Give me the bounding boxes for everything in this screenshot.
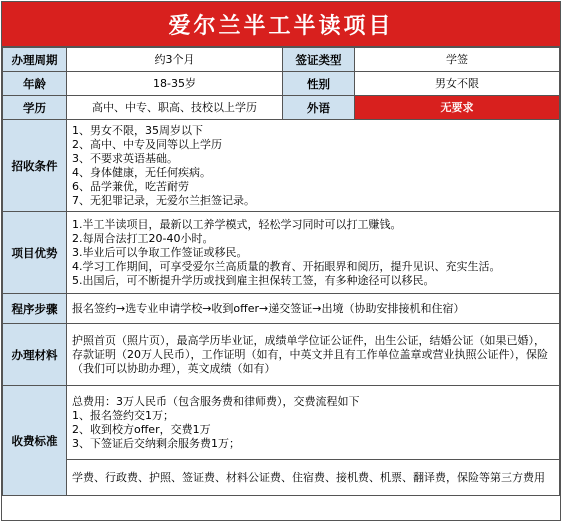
cell-label: 签证类型 xyxy=(283,48,355,72)
cell-label: 收费标准 xyxy=(3,386,67,496)
cell-value: 18-35岁 xyxy=(67,72,283,96)
list-item: 总费用：3万人民币（包含服务费和律师费），交费流程如下 xyxy=(72,394,360,408)
list-item: 2、收到校方offer，交费1万 xyxy=(72,422,211,436)
list-item: 3、不要求英语基础。 xyxy=(72,151,178,165)
row-duration xyxy=(3,48,560,72)
list-item: 2、高中、中专及同等以上学历 xyxy=(72,137,222,151)
project-table xyxy=(2,47,560,496)
cell-label: 项目优势 xyxy=(3,212,67,294)
row-education xyxy=(3,96,560,120)
cell-value: 学签 xyxy=(355,48,560,72)
list-item: 1、男女不限，35周岁以下 xyxy=(72,123,203,137)
requirements-list xyxy=(67,120,560,212)
list-item: 7、无犯罪记录，无爱尔兰拒签记录。 xyxy=(72,193,255,207)
row-advantages xyxy=(3,212,560,294)
fees-list xyxy=(67,386,560,460)
list-item: 3.毕业后可以争取工作签证或移民。 xyxy=(72,245,248,259)
cell-value: 男女不限 xyxy=(355,72,560,96)
advantages-list xyxy=(67,212,560,294)
row-fees xyxy=(3,386,560,460)
cell-label: 程序步骤 xyxy=(3,294,67,324)
cell-label: 学历 xyxy=(3,96,67,120)
cell-label: 办理材料 xyxy=(3,324,67,386)
materials-text: 护照首页（照片页），最高学历毕业证，成绩单学位证公证件，出生公证，结婚公证（如果已婚），存款证明（20万人民币），工作证明（如有，中英文并且有工作单位盖章或营业执照公证件），保险（我们可以协助办理），英文成绩（如有） xyxy=(67,324,560,386)
row-process xyxy=(3,294,560,324)
list-item: 5.出国后，可不断提升学历或找到雇主担保转工签，有多种途径可以移民。 xyxy=(72,273,435,287)
third-party-fees: 学费、行政费、护照、签证费、材料公证费、住宿费、接机费、机票、翻译费，保险等第三方费用 xyxy=(67,460,560,496)
cell-label: 招收条件 xyxy=(3,120,67,212)
cell-label: 外语 xyxy=(283,96,355,120)
row-age xyxy=(3,72,560,96)
language-requirement-badge: 无要求 xyxy=(355,96,560,120)
row-fees-extra xyxy=(3,460,560,496)
list-item: 2.每周合法打工20-40小时。 xyxy=(72,231,214,245)
list-item: 4、身体健康，无任何疾病。 xyxy=(72,165,211,179)
row-materials xyxy=(3,324,560,386)
row-requirements xyxy=(3,120,560,212)
cell-value: 约3个月 xyxy=(67,48,283,72)
cell-label: 性别 xyxy=(283,72,355,96)
list-item: 4.学习工作期间，可享受爱尔兰高质量的教育、开拓眼界和阅历，提升见识、充实生活。 xyxy=(72,259,501,273)
cell-label: 办理周期 xyxy=(3,48,67,72)
page-title: 爱尔兰半工半读项目 xyxy=(2,2,560,47)
project-sheet xyxy=(1,1,561,521)
list-item: 3、下签证后交纳剩余服务费1万； xyxy=(72,436,240,450)
cell-value: 高中、中专、职高、技校以上学历 xyxy=(67,96,283,120)
list-item: 1、报名签约交1万； xyxy=(72,408,174,422)
process-steps: 报名签约→选专业申请学校→收到offer→递交签证→出境（协助安排接机和住宿） xyxy=(67,294,560,324)
cell-label: 年龄 xyxy=(3,72,67,96)
list-item: 6、品学兼优，吃苦耐劳 xyxy=(72,179,189,193)
list-item: 1.半工半读项目，最新以工养学模式，轻松学习同时可以打工赚钱。 xyxy=(72,217,402,231)
